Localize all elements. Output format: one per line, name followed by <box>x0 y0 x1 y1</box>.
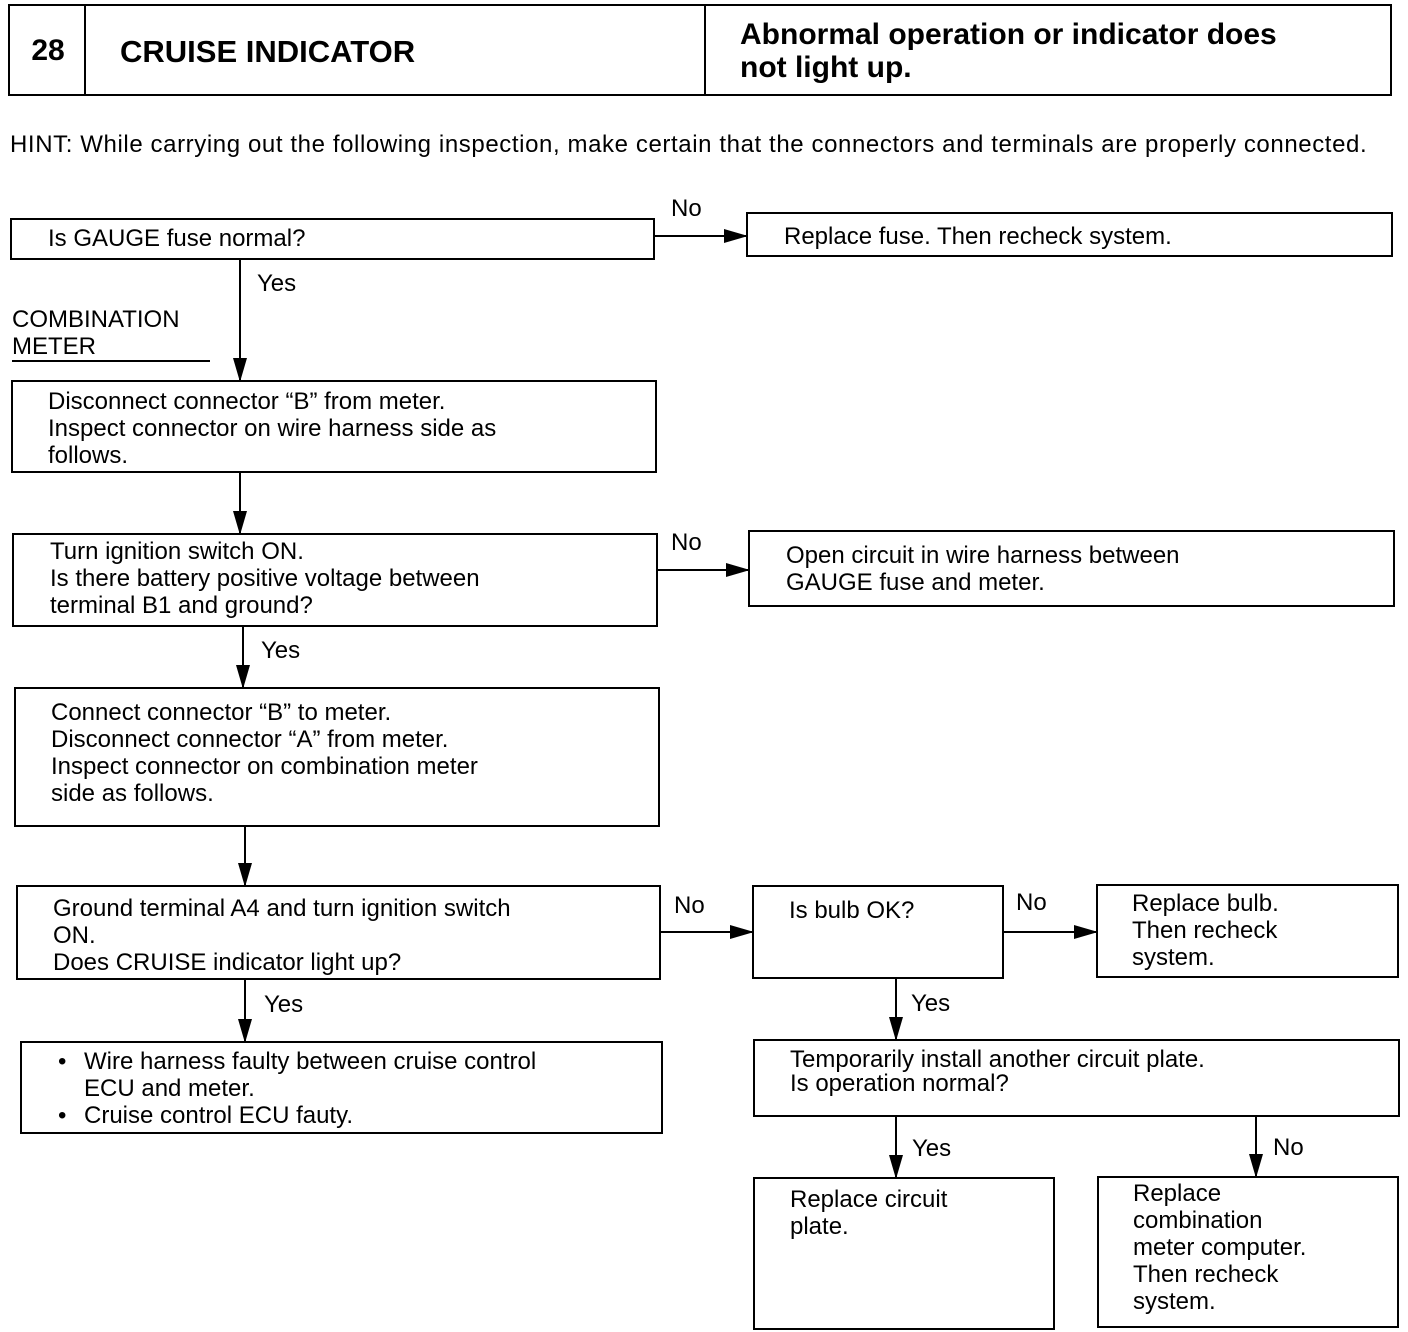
label-no: No <box>671 195 702 222</box>
step-temp-plate-text: Temporarily install another circuit plate. Is operation normal? <box>790 1046 1205 1097</box>
step-replace-fuse-text: Replace fuse. Then recheck system. <box>784 223 1172 250</box>
header-condition: Abnormal operation or indicator does not light up. <box>740 18 1277 84</box>
step-open-circuit-text: Open circuit in wire harness between GAUGE fuse and meter. <box>786 542 1180 596</box>
step-ignition-on-text: Turn ignition switch ON. Is there battery positive voltage between terminal B1 and ground? <box>50 538 480 619</box>
label-yes: Yes <box>257 270 297 297</box>
section-label: COMBINATION METER <box>12 306 180 360</box>
label-no: No <box>1016 889 1047 916</box>
step-replace-bulb-text: Replace bulb. Then recheck system. <box>1132 890 1279 971</box>
step-disconnect-b-text: Disconnect connector “B” from meter. Inspect connector on wire harness side as follows. <box>48 388 497 469</box>
label-no: No <box>1273 1134 1304 1161</box>
step-bulb-ok-text: Is bulb OK? <box>789 897 915 924</box>
fault-item: • Cruise control ECU fauty. <box>50 1102 550 1129</box>
label-yes: Yes <box>912 1135 952 1162</box>
step-gauge-fuse-text: Is GAUGE fuse normal? <box>48 225 306 252</box>
label-yes: Yes <box>911 990 951 1017</box>
label-no: No <box>671 529 702 556</box>
hint-text: HINT: While carrying out the following inspection, make certain that the connectors and terminals are properly connected. <box>10 131 1368 158</box>
header-number: 28 <box>31 34 65 67</box>
step-replace-plate-text: Replace circuit plate. <box>790 1186 948 1240</box>
label-yes: Yes <box>261 637 301 664</box>
label-no: No <box>674 892 705 919</box>
faults-list <box>50 1048 550 1129</box>
step-connect-b-text: Connect connector “B” to meter. Disconnect connector “A” from meter. Inspect connector on combination meter side as follows. <box>51 699 478 807</box>
label-yes: Yes <box>264 991 304 1018</box>
faults-list-wrap <box>50 1048 550 1129</box>
step-replace-computer-text: Replace combination meter computer. Then recheck system. <box>1133 1180 1307 1315</box>
step-ground-a4-text: Ground terminal A4 and turn ignition switch ON. Does CRUISE indicator light up? <box>53 895 511 976</box>
header-title: CRUISE INDICATOR <box>120 34 416 69</box>
fault-item: • Wire harness faulty between cruise control ECU and meter. <box>50 1048 550 1102</box>
